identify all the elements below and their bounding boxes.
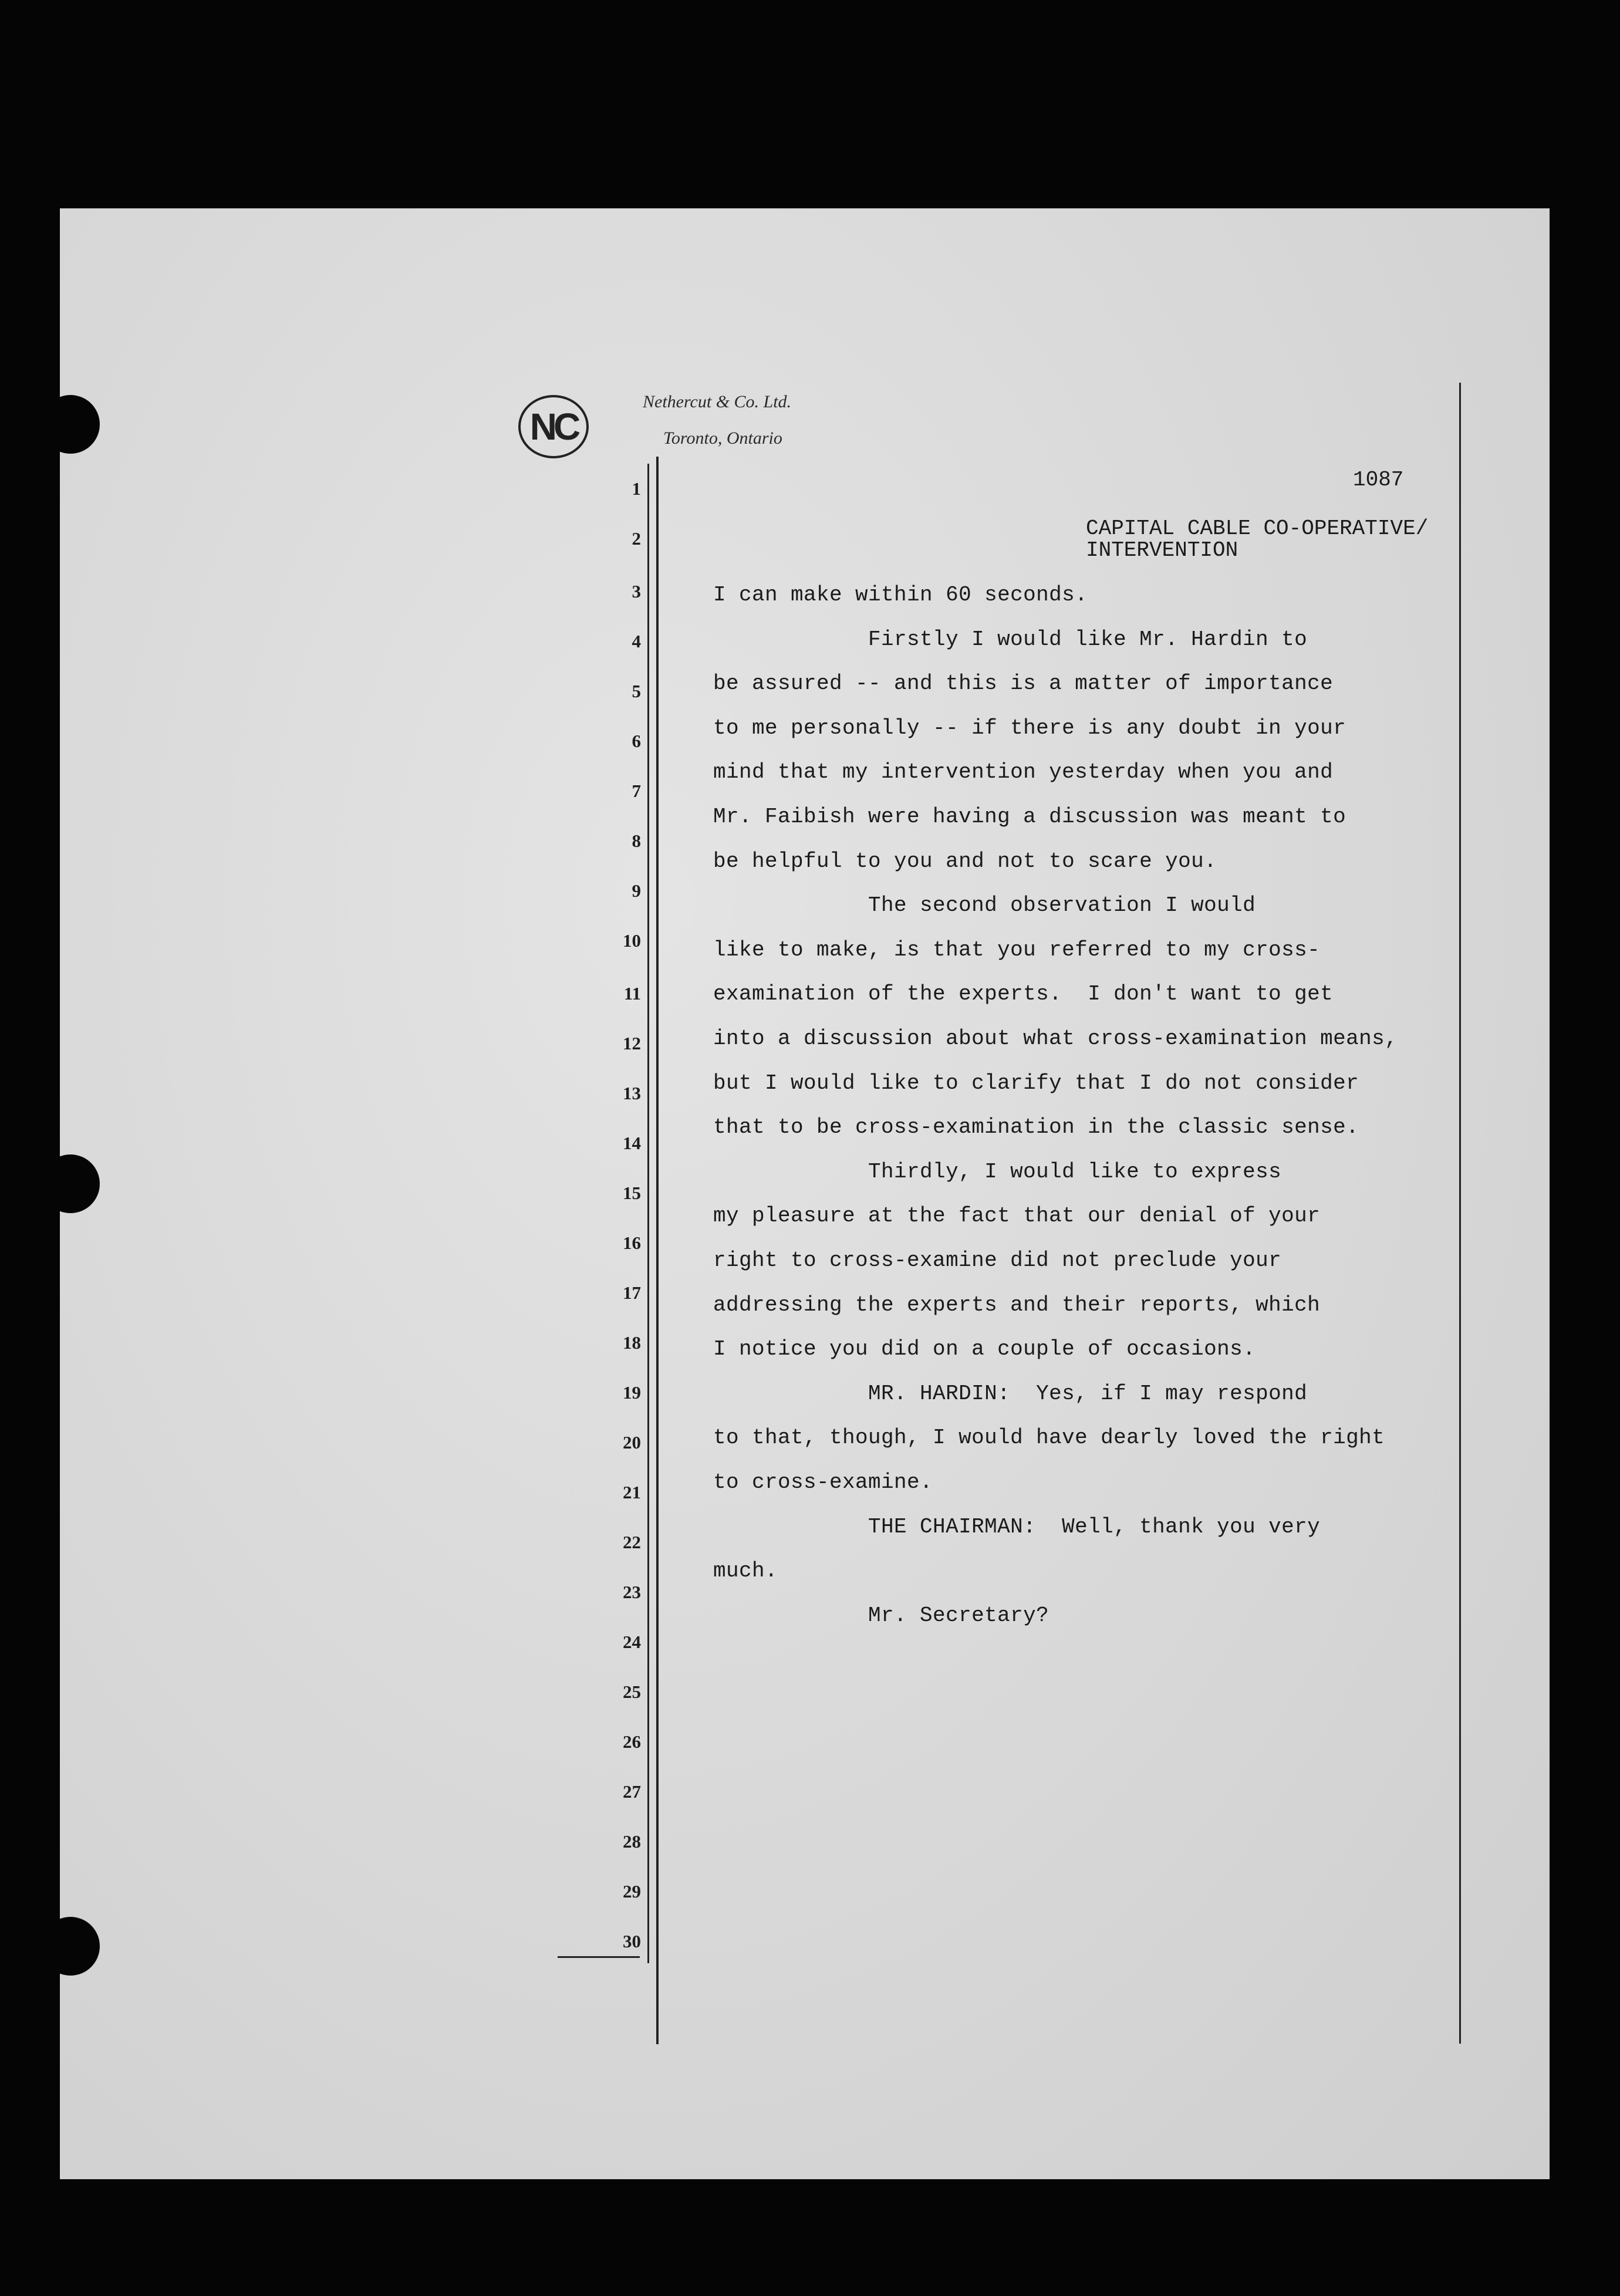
line-number: 13 [623, 1083, 641, 1103]
line-number: 16 [623, 1233, 641, 1253]
left-margin-rule-inner [647, 464, 649, 1963]
transcript-line: be helpful to you and not to scare you. [713, 849, 1217, 873]
transcript-line: to me personally -- if there is any doubt in your [713, 716, 1346, 740]
line-number: 23 [623, 1582, 641, 1602]
line-number: 15 [623, 1183, 641, 1203]
line-number: 30 [623, 1931, 641, 1951]
transcript-line: but I would like to clarify that I do not consider [713, 1071, 1359, 1095]
line-number: 22 [623, 1532, 641, 1552]
line-number: 10 [623, 930, 641, 951]
firm-logo: NC [518, 395, 589, 458]
line-number: 24 [623, 1632, 641, 1652]
firm-name: Nethercut & Co. Ltd. [643, 392, 792, 411]
line-number: 17 [623, 1282, 641, 1303]
line-number: 3 [632, 581, 641, 602]
line-number: 4 [632, 631, 641, 651]
transcript-line: I notice you did on a couple of occasions. [713, 1337, 1256, 1361]
binder-hole-top [41, 395, 100, 454]
page-number: 1087 [1353, 468, 1404, 492]
line-number: 18 [623, 1332, 641, 1353]
binder-hole-middle [41, 1154, 100, 1213]
line-number: 21 [623, 1482, 641, 1502]
left-margin-rule [656, 457, 659, 2044]
transcript-line: my pleasure at the fact that our denial of your [713, 1204, 1321, 1228]
line-30-rule [558, 1956, 640, 1958]
transcript-line: to that, though, I would have dearly loved the right [713, 1426, 1385, 1450]
transcript-line: Firstly I would like Mr. Hardin to [713, 627, 1308, 651]
binder-hole-bottom [41, 1917, 100, 1976]
line-number: 9 [632, 880, 641, 901]
line-number: 1 [632, 478, 641, 499]
transcript-line: to cross-examine. [713, 1470, 933, 1494]
transcript-line: Mr. Secretary? [713, 1603, 1049, 1628]
line-number: 19 [623, 1382, 641, 1403]
transcript-line: Thirdly, I would like to express [713, 1160, 1282, 1184]
line-number: 6 [632, 731, 641, 751]
line-number: 28 [623, 1831, 641, 1852]
firm-city: Toronto, Ontario [663, 428, 782, 448]
transcript-line: mind that my intervention yesterday when you and [713, 760, 1334, 784]
line-number: 5 [632, 681, 641, 701]
transcript-line: examination of the experts. I don't want to get [713, 982, 1334, 1006]
case-title-line-2: INTERVENTION [1086, 538, 1238, 562]
line-number: 20 [623, 1432, 641, 1453]
transcript-line: right to cross-examine did not preclude your [713, 1248, 1282, 1272]
line-number: 27 [623, 1781, 641, 1802]
transcript-line: much. [713, 1559, 778, 1583]
line-number: 25 [623, 1682, 641, 1702]
line-number: 29 [623, 1881, 641, 1902]
transcript-line: I can make within 60 seconds. [713, 583, 1088, 607]
transcript-line: that to be cross-examination in the classic sense. [713, 1115, 1359, 1139]
transcript-line: be assured -- and this is a matter of importance [713, 671, 1334, 695]
transcript-line: The second observation I would [713, 893, 1256, 917]
transcript-line: THE CHAIRMAN: Well, thank you very [713, 1515, 1321, 1539]
transcript-line: into a discussion about what cross-examination means, [713, 1027, 1398, 1051]
line-number: 8 [632, 830, 641, 851]
transcript-line: addressing the experts and their reports, which [713, 1293, 1321, 1317]
line-number: 7 [632, 781, 641, 801]
transcript-line: like to make, is that you referred to my cross- [713, 938, 1321, 962]
line-number: 12 [623, 1033, 641, 1054]
line-number: 26 [623, 1731, 641, 1752]
right-margin-rule [1459, 383, 1461, 2044]
transcript-line: MR. HARDIN: Yes, if I may respond [713, 1382, 1308, 1406]
line-number: 2 [632, 528, 641, 549]
line-number: 11 [623, 983, 641, 1004]
transcript-line: Mr. Faibish were having a discussion was meant to [713, 805, 1346, 829]
line-number: 14 [623, 1133, 641, 1153]
transcript-page [60, 208, 1550, 2179]
case-title-line-1: CAPITAL CABLE CO-OPERATIVE/ [1086, 516, 1429, 541]
